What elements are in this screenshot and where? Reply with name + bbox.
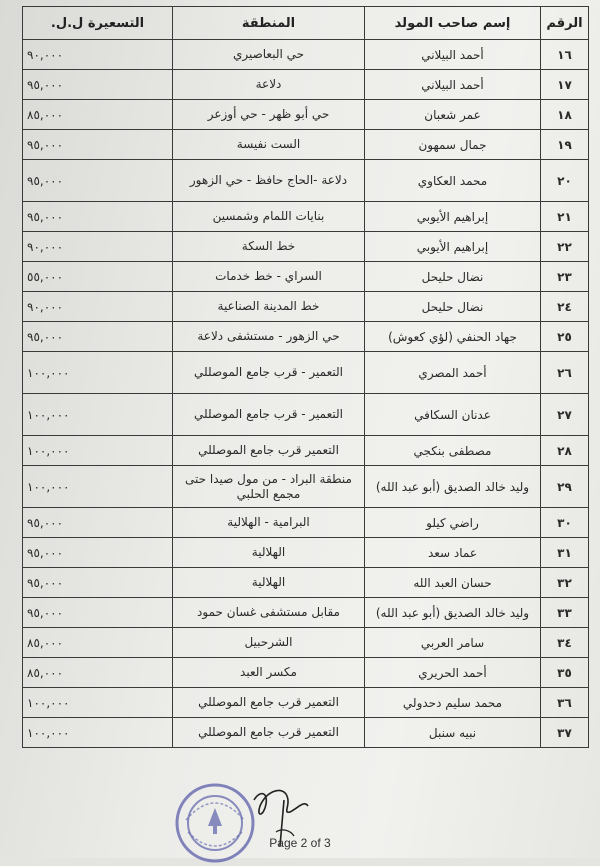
owner-name: محمد سليم دحدولي [365, 688, 541, 718]
price-value: ١٠٠,٠٠٠ [23, 352, 173, 394]
table-row [23, 436, 589, 466]
price-value: ٩٥,٠٠٠ [23, 130, 173, 160]
table-row [23, 130, 589, 160]
owner-name: مصطفى بنكجي [365, 436, 541, 466]
row-number: ٢٤ [541, 292, 589, 322]
row-number: ١٧ [541, 70, 589, 100]
row-number: ٣٤ [541, 628, 589, 658]
price-value: ٨٥,٠٠٠ [23, 658, 173, 688]
table-header-row [23, 7, 589, 40]
owner-name: عمر شعبان [365, 100, 541, 130]
table-row [23, 628, 589, 658]
area-name: حي البعاصيري [173, 40, 365, 70]
header-price: التسعيرة ل.ل. [23, 7, 173, 40]
row-number: ٣٣ [541, 598, 589, 628]
row-number: ٣٦ [541, 688, 589, 718]
header-number: الرقم [541, 7, 589, 40]
owner-name: نبيه سنبل [365, 718, 541, 748]
area-name: منطقة البراد - من مول صيدا حتى مجمع الحلبي [173, 466, 365, 508]
area-name: السراي - خط خدمات [173, 262, 365, 292]
area-name: حي الزهور - مستشفى دلاعة [173, 322, 365, 352]
table-row [23, 658, 589, 688]
table-row [23, 598, 589, 628]
price-value: ٨٥,٠٠٠ [23, 628, 173, 658]
area-name: التعمير - قرب جامع الموصللي [173, 352, 365, 394]
area-name: التعمير قرب جامع الموصللي [173, 718, 365, 748]
header-owner: إسم صاحب المولد [365, 7, 541, 40]
owner-name: وليد خالد الصديق (أبو عبد الله) [365, 466, 541, 508]
area-name: حي أبو ظهر - حي أوزعر [173, 100, 365, 130]
price-value: ٩٥,٠٠٠ [23, 508, 173, 538]
owner-name: أحمد المصري [365, 352, 541, 394]
row-number: ٣١ [541, 538, 589, 568]
owner-name: نضال حليحل [365, 262, 541, 292]
owner-name: أحمد البيلاني [365, 40, 541, 70]
table-row [23, 718, 589, 748]
row-number: ٢٨ [541, 436, 589, 466]
price-value: ٩٠,٠٠٠ [23, 40, 173, 70]
row-number: ١٩ [541, 130, 589, 160]
price-value: ١٠٠,٠٠٠ [23, 718, 173, 748]
table-body [23, 40, 589, 748]
header-area: المنطقة [173, 7, 365, 40]
price-value: ٩٥,٠٠٠ [23, 160, 173, 202]
table-row [23, 202, 589, 232]
row-number: ٢٠ [541, 160, 589, 202]
row-number: ٣٠ [541, 508, 589, 538]
area-name: الست نفيسة [173, 130, 365, 160]
owner-name: أحمد الحريري [365, 658, 541, 688]
price-value: ١٠٠,٠٠٠ [23, 436, 173, 466]
area-name: التعمير قرب جامع الموصللي [173, 436, 365, 466]
owner-name: راضي كيلو [365, 508, 541, 538]
table-row [23, 232, 589, 262]
owner-name: عدنان السكافي [365, 394, 541, 436]
owner-name: سامر العربي [365, 628, 541, 658]
table-row [23, 688, 589, 718]
area-name: التعمير قرب جامع الموصللي [173, 688, 365, 718]
owner-name: جمال سمهون [365, 130, 541, 160]
area-name: دلاعة -الحاج حافظ - حي الزهور [173, 160, 365, 202]
owner-name: نضال حليحل [365, 292, 541, 322]
price-value: ١٠٠,٠٠٠ [23, 466, 173, 508]
price-value: ٩٥,٠٠٠ [23, 538, 173, 568]
owner-name: إبراهيم الأيوبي [365, 202, 541, 232]
price-value: ٩٥,٠٠٠ [23, 202, 173, 232]
table-row [23, 160, 589, 202]
row-number: ٢٦ [541, 352, 589, 394]
table-row [23, 508, 589, 538]
price-value: ٩٠,٠٠٠ [23, 292, 173, 322]
table-row [23, 100, 589, 130]
table-row [23, 292, 589, 322]
area-name: الهلالية [173, 568, 365, 598]
row-number: ٢٧ [541, 394, 589, 436]
table-row [23, 40, 589, 70]
row-number: ٢٣ [541, 262, 589, 292]
owner-name: محمد العكاوي [365, 160, 541, 202]
price-value: ٩٠,٠٠٠ [23, 232, 173, 262]
area-name: التعمير - قرب جامع الموصللي [173, 394, 365, 436]
table-row [23, 466, 589, 508]
price-value: ٩٥,٠٠٠ [23, 70, 173, 100]
table-row [23, 352, 589, 394]
generator-price-table [22, 6, 589, 748]
area-name: الهلالية [173, 538, 365, 568]
area-name: مكسر العبد [173, 658, 365, 688]
area-name: دلاعة [173, 70, 365, 100]
row-number: ١٦ [541, 40, 589, 70]
price-value: ٩٥,٠٠٠ [23, 322, 173, 352]
price-value: ٩٥,٠٠٠ [23, 568, 173, 598]
owner-name: جهاد الحنفي (لؤي كعوش) [365, 322, 541, 352]
area-name: البرامية - الهلالية [173, 508, 365, 538]
row-number: ٣٧ [541, 718, 589, 748]
row-number: ٢٩ [541, 466, 589, 508]
table-row [23, 262, 589, 292]
table-row [23, 538, 589, 568]
table-row [23, 568, 589, 598]
table-row [23, 394, 589, 436]
owner-name: إبراهيم الأيوبي [365, 232, 541, 262]
row-number: ٢٢ [541, 232, 589, 262]
area-name: خط السكة [173, 232, 365, 262]
row-number: ٣٢ [541, 568, 589, 598]
area-name: خط المدينة الصناعية [173, 292, 365, 322]
owner-name: عماد سعد [365, 538, 541, 568]
row-number: ٣٥ [541, 658, 589, 688]
owner-name: حسان العبد الله [365, 568, 541, 598]
row-number: ٢٥ [541, 322, 589, 352]
area-name: الشرحبيل [173, 628, 365, 658]
price-value: ٥٥,٠٠٠ [23, 262, 173, 292]
price-value: ٨٥,٠٠٠ [23, 100, 173, 130]
area-name: مقابل مستشفى غسان حمود [173, 598, 365, 628]
owner-name: أحمد البيلاني [365, 70, 541, 100]
price-value: ١٠٠,٠٠٠ [23, 394, 173, 436]
area-name: بنايات اللمام وشمسين [173, 202, 365, 232]
row-number: ١٨ [541, 100, 589, 130]
price-value: ١٠٠,٠٠٠ [23, 688, 173, 718]
price-value: ٩٥,٠٠٠ [23, 598, 173, 628]
table-row [23, 322, 589, 352]
owner-name: وليد خالد الصديق (أبو عبد الله) [365, 598, 541, 628]
table-row [23, 70, 589, 100]
row-number: ٢١ [541, 202, 589, 232]
page-number: Page 2 of 3 [269, 836, 331, 850]
